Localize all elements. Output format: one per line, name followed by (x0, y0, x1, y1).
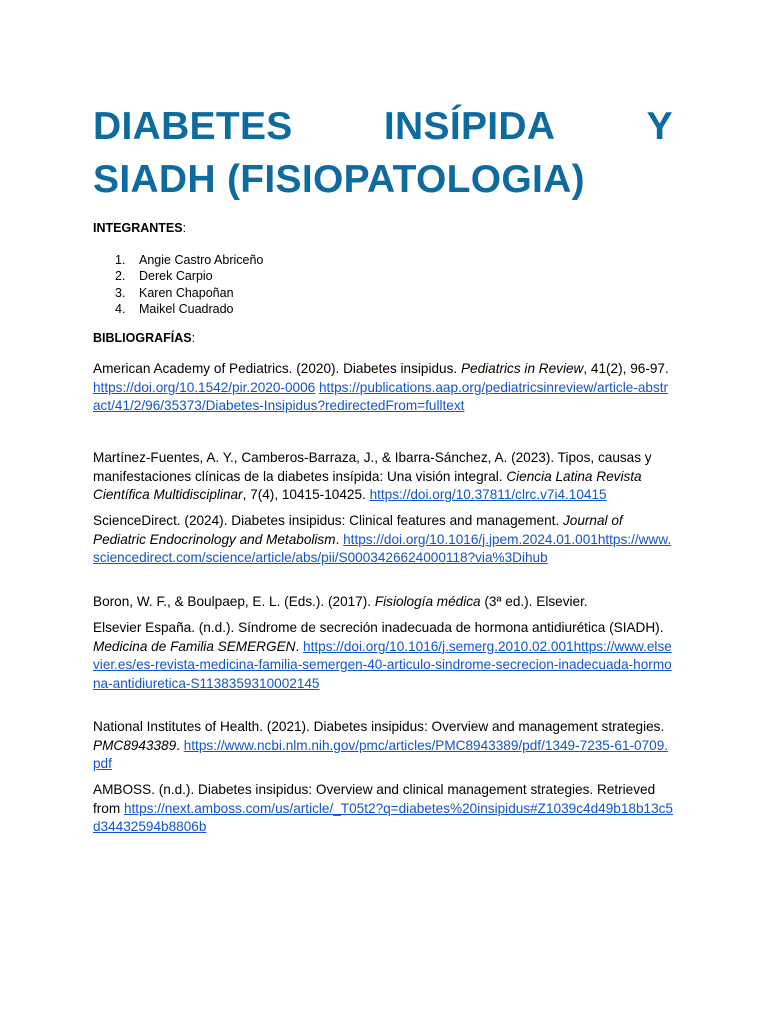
integrantes-colon: : (182, 221, 187, 235)
reference-details: (3ª ed.). Elsevier. (480, 594, 588, 609)
reference-text: American Academy of Pediatrics. (2020). Diabetes insipidus. (93, 361, 461, 376)
reference-7 (93, 781, 673, 837)
reference-link[interactable]: https://doi.org/10.1016/j.semerg.2010.02.001https://www.elsevier.es/es-revista-medicina-familia-semergen-40-articulo-sindrome-secrecion-inadecuada-hormona-antidiuretica-S1138359310002145 (93, 638, 672, 691)
integrantes-label: INTEGRANTES (93, 221, 183, 235)
list-number: 4. (115, 301, 126, 316)
reference-text: Martínez-Fuentes, A. Y., Camberos-Barraza, J., & Ibarra-Sánchez, A. (2023). Tipos, causas y manifestaciones clínicas de la diabetes insípida: Una visión integral. (93, 450, 652, 484)
reference-2 (93, 449, 673, 505)
bibliografias-colon: : (191, 331, 196, 345)
reference-link[interactable]: https://doi.org/10.1016/j.jpem.2024.01.001https://www.sciencedirect.com/science/article/abs/pii/S0003426624000118?via%3Dihub (93, 531, 672, 566)
reference-text: Elsevier España. (n.d.). Síndrome de secreción inadecuada de hormona antidiurética (SIADH). (93, 620, 664, 635)
reference-link[interactable]: https://www.ncbi.nlm.nih.gov/pmc/articles/PMC8943389/pdf/1349-7235-61-0709.pdf (93, 737, 669, 772)
bibliografias-heading (93, 331, 195, 345)
reference-link[interactable]: https://doi.org/10.37811/clrc.v7i4.10415 (369, 487, 607, 503)
list-item (93, 252, 263, 268)
title-word: INSÍPIDA (383, 105, 556, 148)
list-item (93, 268, 263, 284)
reference-text: ScienceDirect. (2024). Diabetes insipidus: Clinical features and management. (93, 513, 563, 528)
title-word: DIABETES (93, 105, 293, 148)
reference-3 (93, 512, 673, 568)
reference-text: National Institutes of Health. (2021). Diabetes insipidus: Overview and management strategies. (93, 719, 665, 734)
reference-journal: Ciencia Latina Revista Científica Multidisciplinar (93, 468, 642, 503)
reference-link[interactable]: https://doi.org/10.1542/pir.2020-0006 (93, 379, 316, 395)
bibliografias-label: BIBLIOGRAFÍAS (93, 331, 192, 345)
integrantes-heading (93, 221, 186, 235)
reference-journal: Pediatrics in Review (460, 361, 584, 376)
reference-6 (93, 718, 673, 774)
reference-1 (93, 360, 673, 416)
title-line-2: SIADH (FISIOPATOLOGIA) (93, 158, 585, 201)
reference-details: , 41(2), 96-97. (583, 361, 669, 376)
reference-link[interactable]: https://publications.aap.org/pediatricsinreview/article-abstract/41/2/96/35373/Diabetes-Insipidus?redirectedFrom=fulltext (93, 379, 669, 414)
reference-journal: Fisiología médica (374, 594, 481, 609)
reference-text: AMBOSS. (n.d.). Diabetes insipidus: Overview and clinical management strategies. Retrieved from (93, 782, 656, 816)
reference-journal: Journal of Pediatric Endocrinology and Metabolism (93, 513, 623, 547)
reference-details: . (295, 638, 304, 654)
member-name: Karen Chapoñan (139, 285, 234, 300)
reference-details: . (335, 531, 344, 547)
list-item (93, 285, 263, 301)
title-word: Y (646, 105, 673, 148)
list-number: 2. (115, 269, 126, 284)
reference-link[interactable]: https://next.amboss.com/us/article/_T05t2?q=diabetes%20insipidus#Z1039c4d49b18b13c5d34432594b8806b (93, 800, 673, 835)
list-number: 3. (115, 285, 126, 300)
members-list (93, 252, 263, 317)
list-number: 1. (115, 253, 126, 267)
member-name: Maikel Cuadrado (139, 301, 234, 316)
document-title (93, 100, 673, 206)
reference-text: Boron, W. F., & Boulpaep, E. L. (Eds.). (2017). (93, 594, 375, 609)
reference-details: . (176, 737, 184, 753)
reference-4 (93, 593, 673, 612)
member-name: Angie Castro Abriceño (139, 253, 264, 267)
reference-details: , 7(4), 10415-10425. (242, 487, 370, 503)
reference-journal: PMC8943389 (93, 737, 177, 753)
reference-journal: Medicina de Familia SEMERGEN (93, 638, 296, 654)
list-item (93, 301, 263, 317)
title-line-1 (93, 100, 673, 153)
reference-5 (93, 619, 673, 693)
member-name: Derek Carpio (139, 269, 213, 284)
